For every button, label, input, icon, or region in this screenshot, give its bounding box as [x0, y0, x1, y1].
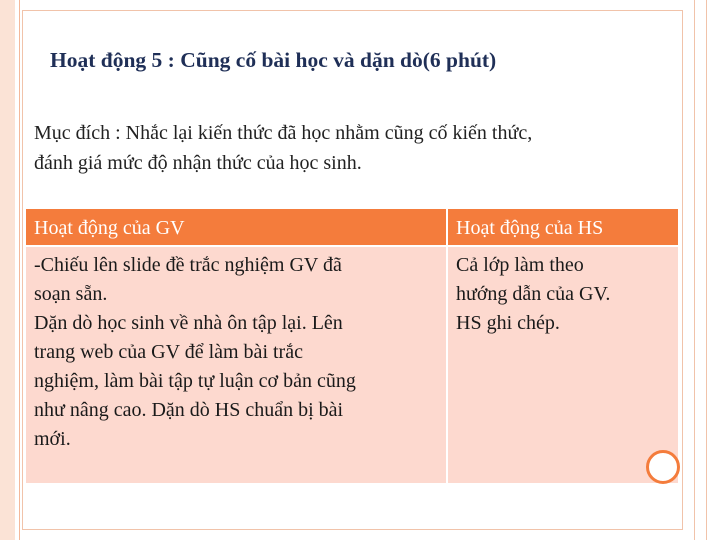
teacher-activity-line: mới.: [34, 428, 71, 450]
header-teacher-activity: Hoạt động của GV: [26, 209, 446, 245]
left-decor-line: [19, 0, 20, 540]
teacher-activity-cell: [26, 247, 446, 483]
teacher-activity-line: trang web của GV để làm bài trắc: [34, 341, 303, 363]
right-decor-line: [694, 0, 695, 540]
teacher-activity-line: nghiệm, làm bài tập tự luận cơ bản cũng: [34, 370, 356, 392]
purpose-text: [34, 118, 674, 178]
purpose-line: Mục đích : Nhắc lại kiến thức đã học nhằm cũng cố kiến thức,: [34, 122, 533, 144]
left-decor-bar: [0, 0, 15, 540]
right-decor-line-outer: [706, 0, 707, 540]
slide-title: Hoạt động 5 : Cũng cố bài học và dặn dò(6 phút): [50, 48, 497, 72]
student-activity-line: hướng dẫn của GV.: [456, 283, 611, 305]
header-student-activity: Hoạt động của HS: [448, 209, 678, 245]
teacher-activity-line: soạn sẵn.: [34, 283, 108, 305]
activity-table: [26, 209, 678, 483]
slide-number-circle: [646, 450, 680, 484]
student-activity-line: HS ghi chép.: [456, 312, 560, 334]
purpose-line: đánh giá mức độ nhận thức của học sinh.: [34, 152, 362, 174]
student-activity-cell: [448, 247, 678, 483]
student-activity-line: Cả lớp làm theo: [456, 254, 584, 276]
teacher-activity-line: -Chiếu lên slide đề trắc nghiệm GV đã: [34, 254, 342, 276]
teacher-activity-line: như nâng cao. Dặn dò HS chuẩn bị bài: [34, 399, 344, 421]
teacher-activity-line: Dặn dò học sinh về nhà ôn tập lại. Lên: [34, 312, 343, 334]
